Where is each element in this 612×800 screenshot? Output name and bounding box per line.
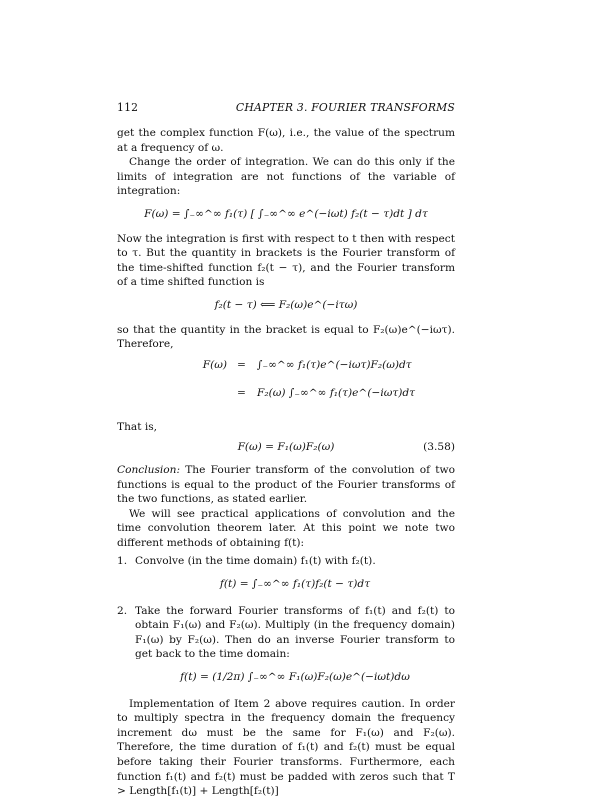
equation-3-lhs: F(ω) [202,358,227,371]
list-item-1 [117,554,455,591]
list-item-1-equation: f(t) = ∫₋∞^∞ f₁(τ)f₂(t − τ)dτ [219,578,371,591]
conclusion-text: The Fourier transform of the convolution of two functions is equal to the product of the Fourier transforms of the two functions, as stated earlier. [117,463,455,506]
equation-4-expression: F(ω) = F₁(ω)F₂(ω) [237,441,335,454]
equation-3 [117,358,455,414]
equation-4 [117,440,455,455]
list-item-2 [117,604,455,685]
paragraph-7: We will see practical applications of convolution and the time convolution theorem later. At this point we note two different methods of obtaining f(t): [117,507,455,549]
list-item-1-text: Convolve (in the time domain) f₁(t) with f₂(t). [135,555,376,568]
list-item-1-number: 1. [117,555,128,568]
equation-3-rhs-1: ∫₋∞^∞ f₁(τ)e^(−iωτ)F₂(ω)dτ [257,358,412,371]
equation-3-relation-1: = [237,358,246,371]
page-body [117,126,455,799]
paragraph-4: so that the quantity in the bracket is equal to F₂(ω)e^(−iωτ). Therefore, [117,323,455,351]
equation-number: (3.58) [423,441,455,454]
equation-3-rhs-2: F₂(ω) ∫₋∞^∞ f₁(τ)e^(−iωτ)dτ [257,386,415,399]
equation-1: F(ω) = ∫₋∞^∞ f₁(τ) [ ∫₋∞^∞ e^(−iωt) f₂(t − τ)dt ] dτ [144,207,428,220]
list-item-2-number: 2. [117,604,128,617]
paragraph-2: Change the order of integration. We can do this only if the limits of integration are not functions of the variable of integration: [117,156,455,198]
list-item-2-text: Take the forward Fourier transforms of f₁(t) and f₂(t) to obtain F₁(ω) and F₂(ω). Multiply (in the frequency domain) F₁(ω) by F₂(ω). Then do an inverse Fourier transform to get back to the time domain: [135,604,455,661]
equation-2: f₂(t − τ) ⟸ F₂(ω)e^(−iτω) [214,298,358,311]
paragraph-8: Implementation of Item 2 above requires caution. In order to multiply spectra in the frequency domain the frequency increment dω must be the same for F₁(ω) and F₂(ω). Therefore, the time duration of f₁(t) and f₂(t) must be equal before taking their Fourier transforms. Furthermore, each function f₁(t) and f₂(t) must be padded with zeros such that T > Length[f₁(t)] + Length[f₂(t)] [117,697,455,798]
equation-3-row-1 [117,358,455,386]
list-item-2-equation: f(t) = (1/2π) ∫₋∞^∞ F₁(ω)F₂(ω)e^(−iωt)dω [180,671,410,684]
conclusion-label: Conclusion: [117,463,181,476]
paragraph-3: Now the integration is first with respect to t then with respect to τ. But the quantity in brackets is the Fourier transform of the time-shifted function f₂(t − τ), and the Fourier transform of a time shifted function is [117,232,455,289]
equation-3-relation-2: = [237,386,246,399]
page-number: 112 [117,101,139,114]
paragraph-6 [117,463,455,507]
paragraph-1: get the complex function F(ω), i.e., the value of the spectrum at a frequency of ω. [117,127,455,154]
paragraph-5: That is, [117,420,158,433]
equation-3-row-2 [117,386,455,414]
chapter-title: CHAPTER 3. FOURIER TRANSFORMS [235,101,455,114]
